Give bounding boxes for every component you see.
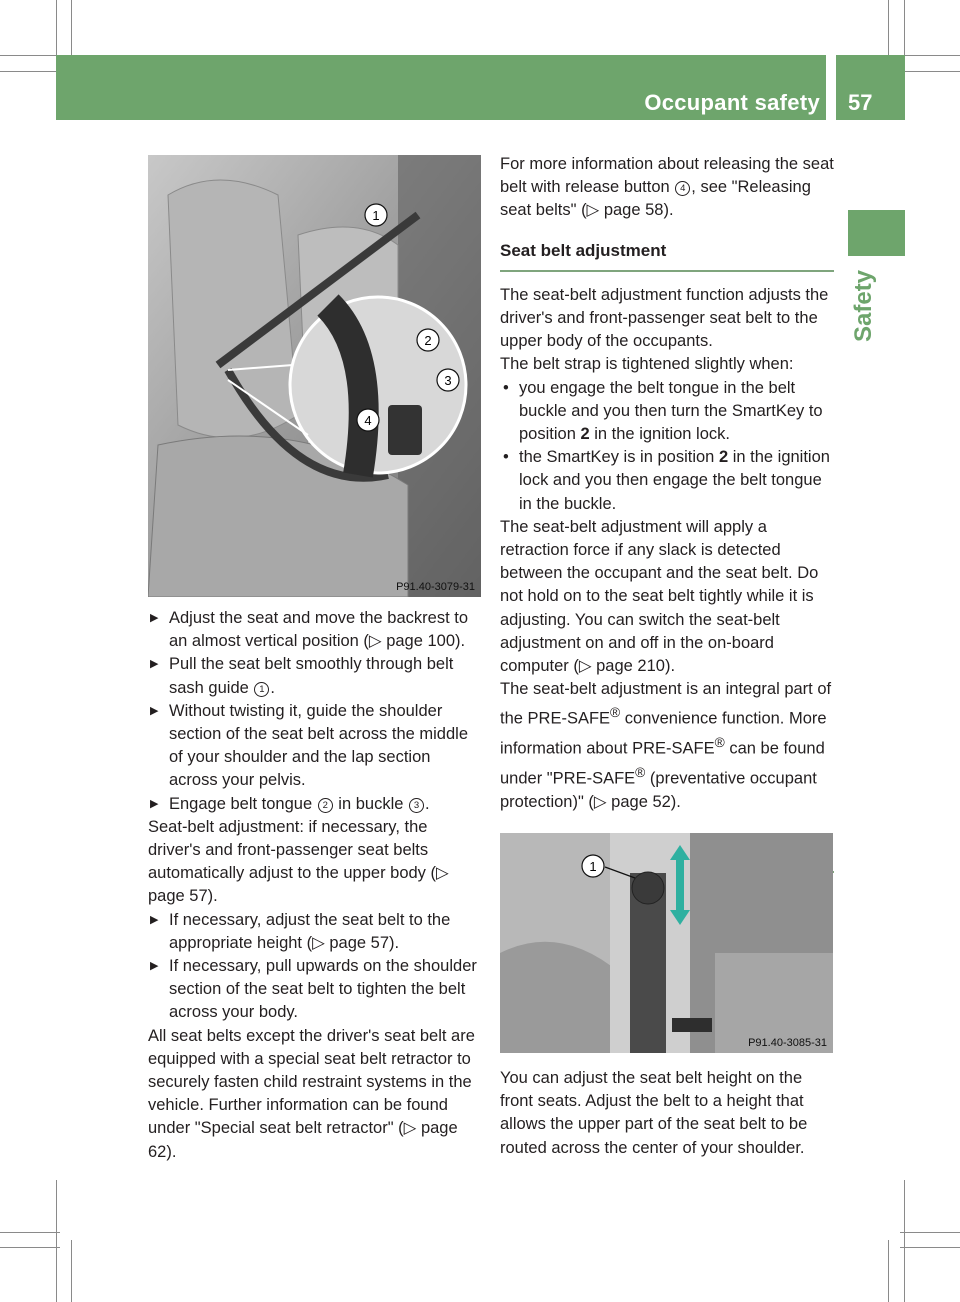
- crop-mark: [900, 1247, 960, 1248]
- crop-mark: [0, 1247, 60, 1248]
- figure-code: P91.40-3085-31: [748, 1037, 827, 1049]
- step-item: [148, 909, 483, 955]
- side-tab-marker: [848, 210, 905, 256]
- belt-height-illustration: [500, 833, 833, 1053]
- crop-mark: [56, 1180, 57, 1302]
- crop-mark: [71, 0, 72, 60]
- paragraph: [500, 153, 834, 223]
- step-item: [148, 607, 483, 653]
- paragraph-text: (preventative occupant protection)" (▷ page 52).: [500, 769, 817, 811]
- bullet-bold: 2: [718, 448, 729, 467]
- bullet-icon: •: [503, 448, 509, 467]
- step-text: If necessary, adjust the seat belt to the appropriate height (▷ page 57).: [169, 910, 451, 952]
- registered-mark: ®: [635, 764, 646, 780]
- paragraph: The belt strap is tightened slightly when:: [500, 355, 794, 374]
- step-text: Adjust the seat and move the backrest to an almost vertical position (▷ page 100).: [169, 609, 469, 651]
- step-item: [148, 700, 483, 793]
- crop-mark: [0, 1232, 60, 1233]
- step-item: [148, 653, 483, 699]
- step-text: Pull the seat belt smoothly through belt sash guide: [169, 655, 454, 697]
- bullet-text: the SmartKey is in position: [519, 448, 719, 467]
- step-text: Without twisting it, guide the shoulder section of the seat belt across the middle of your shoulder and the lap section across your pelvis.: [169, 701, 468, 790]
- bullet-item: [500, 446, 834, 516]
- paragraph: All seat belts except the driver's seat belt are equipped with a special seat belt retractor to securely fasten child restraint systems in the vehicle. Further information can be found under "Special seat belt retractor" (▷ page 62).: [148, 1026, 475, 1161]
- step-arrow-icon: ▶: [150, 612, 159, 624]
- callout-2: 2: [424, 333, 432, 348]
- bullet-icon: •: [503, 378, 509, 397]
- page-number: 57: [848, 90, 873, 115]
- step-note: Seat-belt adjustment: if necessary, the driver's and front-passenger seat belts automatically adjust to the upper body (▷ page 57).: [148, 817, 449, 906]
- side-tab: [850, 268, 910, 348]
- callout-4: 4: [364, 413, 372, 428]
- bullet-text: in the ignition lock and you then engage the belt tongue in the buckle.: [519, 448, 830, 513]
- callout-ref: 1: [254, 682, 269, 697]
- step-text: Engage belt tongue: [169, 794, 317, 813]
- paragraph-text: convenience function. More information about PRE-SAFE: [500, 709, 827, 758]
- crop-mark: [888, 0, 889, 60]
- bullet-text: in the ignition lock.: [589, 425, 730, 444]
- paragraph: The seat-belt adjustment will apply a retraction force if any slack is detected between the occupant and the seat belt. Do not hold on to the seat belt tightly while it is adjusting. You can switch the seat-belt adjustment on and off in the on-board computer (▷ page 210).: [500, 517, 819, 676]
- callout-ref: 4: [675, 181, 690, 196]
- side-tab-label: Safety: [850, 269, 877, 342]
- crop-mark: [900, 71, 960, 72]
- step-item: [148, 793, 483, 816]
- belt-height-figure: [500, 833, 833, 1053]
- registered-mark: ®: [610, 705, 621, 721]
- crop-mark: [0, 71, 60, 72]
- seat-belt-illustration: [148, 155, 481, 597]
- section-title: Occupant safety: [644, 90, 820, 115]
- callout-1: 1: [589, 859, 597, 874]
- callout-1: 1: [372, 208, 380, 223]
- paragraph: [500, 678, 834, 814]
- crop-mark: [904, 1180, 905, 1302]
- paragraph-text: can be found under "PRE-SAFE: [500, 739, 825, 788]
- section-heading: Seat belt adjustment: [500, 239, 834, 272]
- registered-mark: ®: [714, 735, 725, 751]
- step-text: in buckle: [333, 794, 409, 813]
- seat-belt-figure: [148, 155, 481, 597]
- crop-mark: [888, 1240, 889, 1302]
- paragraph-text: The seat-belt adjustment is an integral part of the PRE-SAFE: [500, 680, 832, 728]
- crop-mark: [0, 55, 60, 56]
- step-item: [148, 955, 483, 1025]
- bullet-text: you engage the belt tongue in the belt buckle and you then turn the SmartKey to position: [519, 378, 823, 444]
- step-text: If necessary, pull upwards on the shoulder section of the seat belt to tighten the belt across your body.: [169, 957, 477, 1022]
- crop-mark: [900, 55, 960, 56]
- right-column: [500, 153, 834, 885]
- step-arrow-icon: ▶: [150, 658, 159, 671]
- header-divider: [826, 55, 836, 120]
- step-text: .: [425, 794, 430, 813]
- paragraph-text: For more information about releasing the seat belt with release button: [500, 155, 834, 197]
- crop-mark: [71, 1240, 72, 1302]
- callout-ref: 3: [409, 798, 424, 813]
- callout-3: 3: [444, 373, 452, 388]
- step-arrow-icon: ▶: [150, 704, 159, 717]
- callout-ref: 2: [318, 798, 333, 813]
- left-column: [148, 607, 483, 1164]
- step-arrow-icon: ▶: [150, 797, 159, 810]
- right-column-bottom: [500, 1067, 834, 1160]
- paragraph: The seat-belt adjustment function adjusts the driver's and front-passenger seat belt to the upper body of the occupants.: [500, 285, 829, 351]
- paragraph-text: , see "Releasing seat belts" (▷ page 58).: [500, 178, 811, 220]
- bullet-bold: 2: [580, 425, 590, 444]
- bullet-item: [500, 377, 834, 447]
- paragraph: You can adjust the seat belt height on the front seats. Adjust the belt to a height that allows the upper part of the seat belt to be routed across the center of your shoulder.: [500, 1069, 808, 1157]
- step-text: .: [270, 678, 275, 697]
- step-arrow-icon: ▶: [150, 913, 159, 926]
- figure-code: P91.40-3079-31: [396, 581, 475, 593]
- crop-mark: [900, 1232, 960, 1233]
- step-arrow-icon: ▶: [150, 960, 159, 973]
